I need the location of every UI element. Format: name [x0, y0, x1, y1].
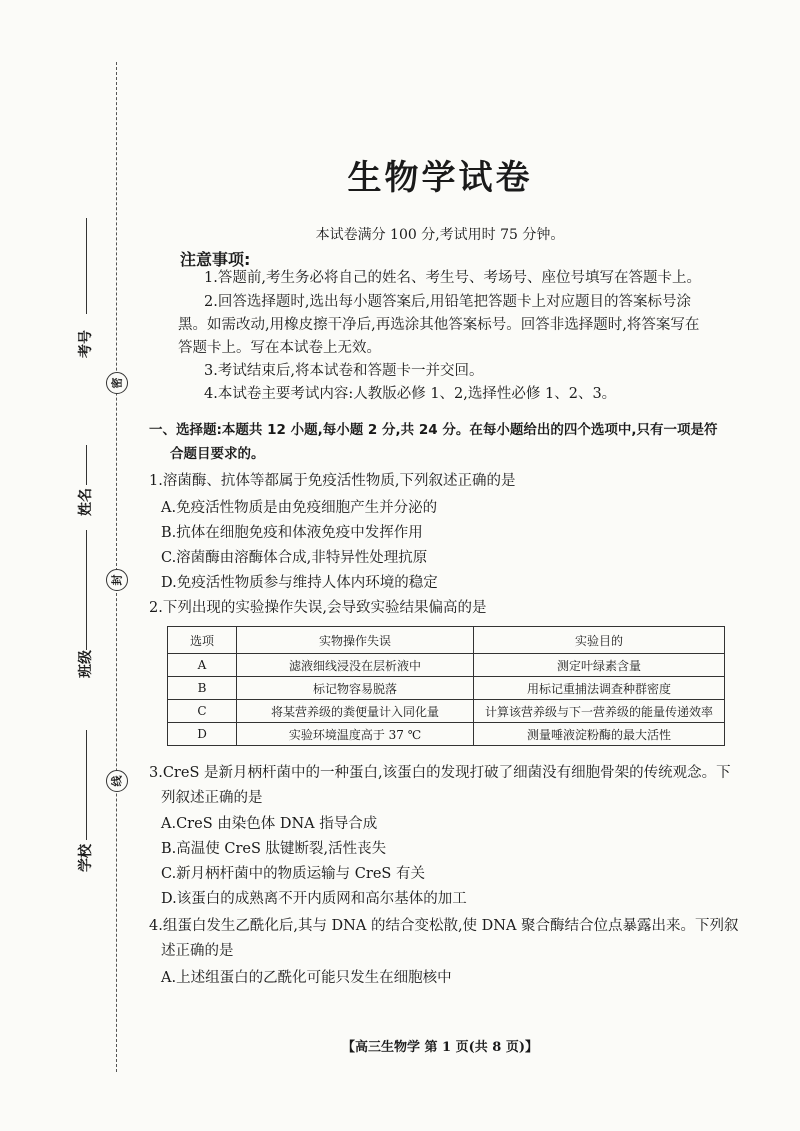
notice-line-5: 3.考试结束后,将本试卷和答题卡一并交回。: [204, 363, 484, 379]
table-row: [168, 723, 725, 746]
q3-option-c: C.新月柄杆菌中的物质运输与 CreS 有关: [161, 866, 425, 882]
notice-line-2: 2.回答选择题时,选出每小题答案后,用铅笔把答题卡上对应题目的答案标号涂: [204, 294, 692, 310]
q1-option-d: D.免疫活性物质参与维持人体内环境的稳定: [161, 575, 438, 591]
q2-stem: 2.下列出现的实验操作失误,会导致实验结果偏高的是: [149, 600, 487, 616]
table-cell: 测量唾液淀粉酶的最大活性: [474, 723, 725, 746]
notice-line-3: 黑。如需改动,用橡皮擦干净后,再选涂其他答案标号。回答非选择题时,将答案写在: [178, 317, 700, 333]
school-write-line: [86, 730, 87, 840]
q3-stem-line-1: 3.CreS 是新月柄杆菌中的一种蛋白,该蛋白的发现打破了细菌没有细胞骨架的传统观念。下: [149, 765, 731, 781]
table-cell: A: [168, 654, 237, 677]
table-cell: 滤液细线浸没在层析液中: [237, 654, 474, 677]
table-cell: C: [168, 700, 237, 723]
q3-option-d: D.该蛋白的成熟离不开内质网和高尔基体的加工: [161, 891, 467, 907]
q2-table: [167, 626, 725, 746]
exam-meta: 本试卷满分 100 分,考试用时 75 分钟。: [315, 227, 565, 243]
q4-stem-line-2: 述正确的是: [161, 943, 234, 959]
notice-heading: 注意事项:: [180, 250, 251, 269]
table-row: [168, 677, 725, 700]
seal-xian: 线: [106, 770, 128, 792]
table-cell: 测定叶绿素含量: [474, 654, 725, 677]
name-write-line: [86, 445, 87, 485]
seal-mi: 密: [106, 372, 128, 394]
table-row: [168, 654, 725, 677]
section-heading-line-1: 一、选择题:本题共 12 小题,每小题 2 分,共 24 分。在每小题给出的四个选项中,只有一项是符: [149, 422, 718, 438]
class-label: 班级: [78, 650, 94, 678]
page-title: 生物学试卷: [347, 158, 533, 198]
q3-stem-line-2: 列叙述正确的是: [161, 790, 263, 806]
table-cell: 将某营养级的粪便量计入同化量: [237, 700, 474, 723]
name-label: 姓名: [78, 488, 94, 516]
q1-stem: 1.溶菌酶、抗体等都属于免疫活性物质,下列叙述正确的是: [149, 473, 516, 489]
class-write-line: [86, 530, 87, 650]
school-label: 学校: [78, 844, 94, 872]
notice-line-4: 答题卡上。写在本试卷上无效。: [178, 340, 381, 356]
binding-dashed-line: [116, 62, 117, 1072]
q4-stem-line-1: 4.组蛋白发生乙酰化后,其与 DNA 的结合变松散,使 DNA 聚合酶结合位点暴露出来。下列叙: [149, 918, 739, 934]
table-header-error: 实物操作失误: [237, 627, 474, 654]
table-cell: D: [168, 723, 237, 746]
q3-option-a: A.CreS 由染色体 DNA 指导合成: [161, 816, 378, 832]
table-header-row: [168, 627, 725, 654]
page-footer: 【高三生物学 第 1 页(共 8 页)】: [341, 1040, 539, 1055]
notice-line-1: 1.答题前,考生务必将自己的姓名、考生号、考场号、座位号填写在答题卡上。: [204, 270, 701, 286]
q3-option-b: B.高温使 CreS 肽键断裂,活性丧失: [161, 841, 387, 857]
table-header-purpose: 实验目的: [474, 627, 725, 654]
table-cell: 用标记重捕法调查种群密度: [474, 677, 725, 700]
table-cell: B: [168, 677, 237, 700]
table-cell: 计算该营养级与下一营养级的能量传递效率: [474, 700, 725, 723]
q4-option-a: A.上述组蛋白的乙酰化可能只发生在细胞核中: [161, 970, 452, 986]
seal-feng: 封: [106, 569, 128, 591]
q1-option-b: B.抗体在细胞免疫和体液免疫中发挥作用: [161, 525, 423, 541]
kaohao-label: 考号: [78, 330, 94, 358]
notice-line-6: 4.本试卷主要考试内容:人教版必修 1、2,选择性必修 1、2、3。: [204, 386, 617, 402]
table-row: [168, 700, 725, 723]
table-cell: 实验环境温度高于 37 ℃: [237, 723, 474, 746]
table-cell: 标记物容易脱落: [237, 677, 474, 700]
q1-option-a: A.免疫活性物质是由免疫细胞产生并分泌的: [161, 500, 438, 516]
q1-option-c: C.溶菌酶由溶酶体合成,非特异性处理抗原: [161, 550, 428, 566]
section-heading-line-2: 合题目要求的。: [170, 446, 265, 462]
table-header-option: 选项: [168, 627, 237, 654]
